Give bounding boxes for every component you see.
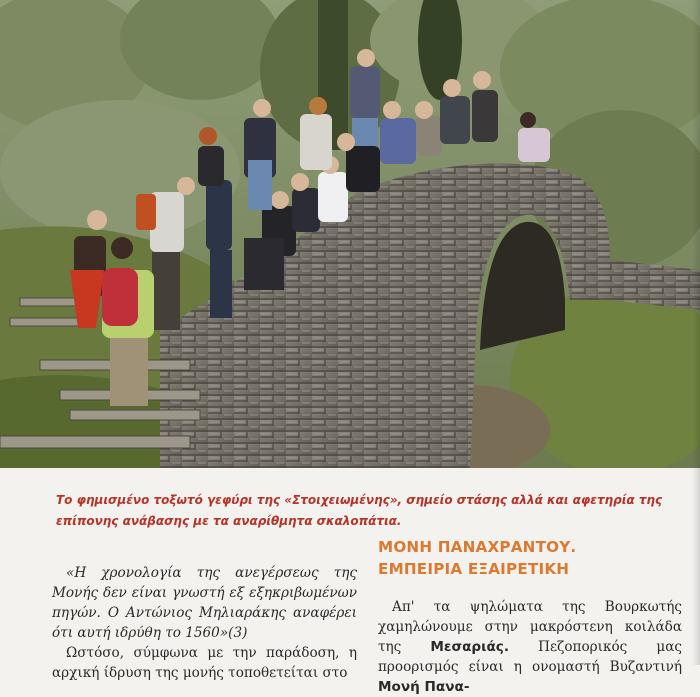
right-text-2: Πεζοπορικός μας προορισμός είναι η ονομαστή Βυζαντινή <box>378 639 683 675</box>
place-name: Μεσαριάς. <box>430 639 509 655</box>
footnote-ref: (3) <box>228 625 248 641</box>
section-heading <box>378 536 678 580</box>
quote-text: «Η χρονολογία της ανεγέρσεως της Μονής δεν είναι γνωστή εξ εξηκριβωμένων πηγών. Ο Αντώνιος Μηλιαράκης αναφέρει ότι αυτή ιδρύθη το 1560» <box>52 565 357 641</box>
monastery-name: Μονή Πανα- <box>378 679 470 695</box>
right-column <box>378 597 682 697</box>
right-text-1: Απ' τα ψηλώματα της Βουρκωτής χαμηλώνουμε στην μακρόστενη κοιλάδα της <box>378 599 682 655</box>
photo-caption <box>56 490 666 532</box>
caption-text-end: », σημείο στάσης αλλά και αφετηρία της επίπονης ανάβασης με τα αναρίθμητα σκαλοπάτια. <box>56 493 663 528</box>
left-column <box>52 563 357 683</box>
section-heading-line2: ΕΜΠΕΙΡΙΑ ΕΞΑΙΡΕΤΙΚΗ <box>378 560 570 578</box>
caption-text: Το φημισμένο τοξωτό γεφύρι της « <box>56 493 293 507</box>
quote-paragraph <box>52 563 357 643</box>
section-heading-line1: ΜΟΝΗ ΠΑΝΑΧΡΑΝΤΟΥ. <box>378 538 577 556</box>
caption-emphasis: Στοιχειωμένης <box>292 493 390 507</box>
page-edge-shadow <box>692 0 700 665</box>
body-paragraph: Ωστόσο, σύμφωνα με την παράδοση, η αρχική ίδρυση της μονής τοποθετείται στο <box>52 645 357 681</box>
